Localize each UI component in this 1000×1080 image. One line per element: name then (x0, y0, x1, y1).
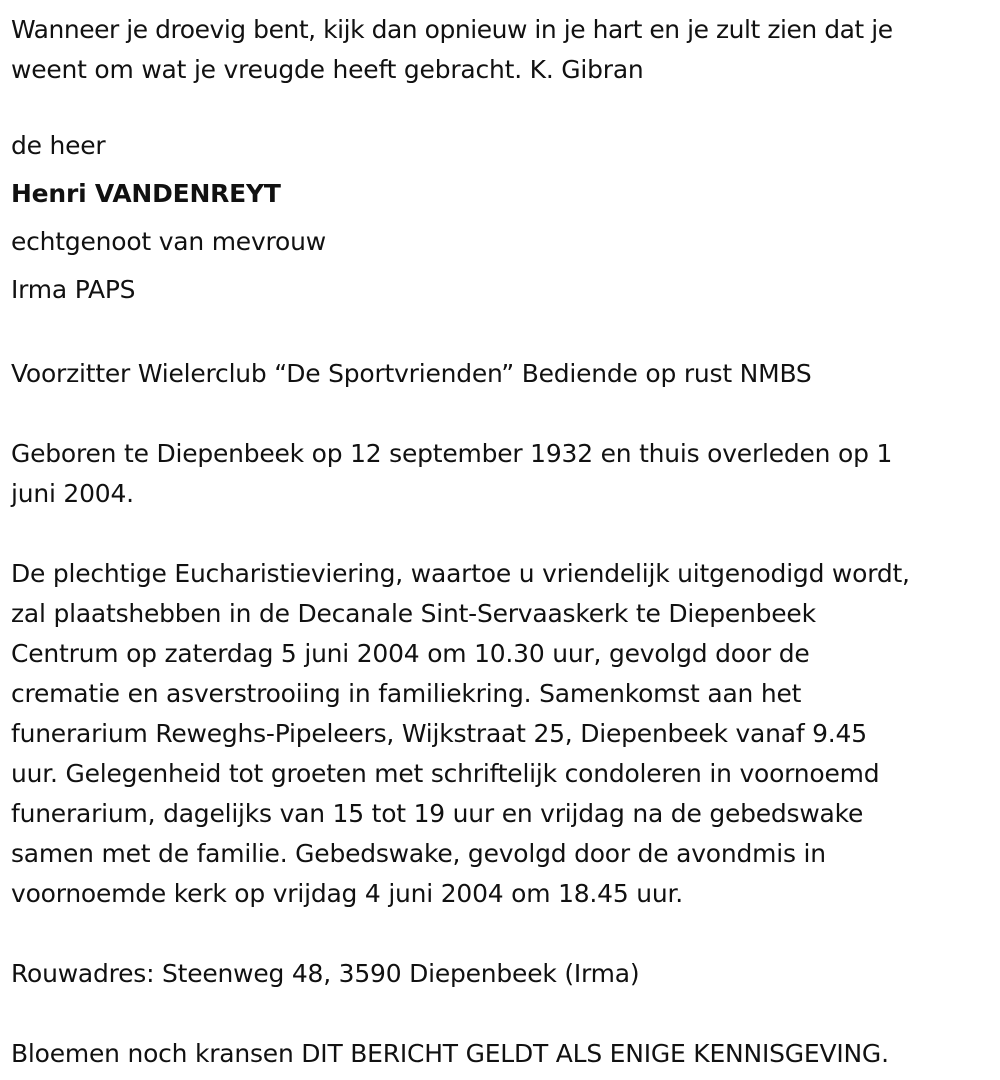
notice-paragraph: Bloemen noch kransen DIT BERICHT GELDT ALS ENIGE KENNISGEVING. (11, 1039, 889, 1068)
obituary-notice (11, 10, 993, 1074)
occupation-paragraph: Voorzitter Wielerclub “De Sportvrienden” Bediende op rust NMBS (11, 359, 812, 388)
ceremony-paragraph: De plechtige Eucharistieviering, waartoe u vriendelijk uitgenodigd wordt, zal plaatshebben in de Decanale Sint-Servaaskerk te Diepenbeek Centrum op zaterdag 5 juni 2004 om 10.30 uur, gevolgd door de crematie en asverstrooiing in familiekring. Samenkomst aan het funerarium Reweghs-Pipeleers, Wijkstraat 25, Diepenbeek vanaf 9.45 uur. Gelegenheid tot groeten met schriftelijk condoleren in voornoemd funerarium, dagelijks van 15 tot 19 uur en vrijdag na de gebedswake samen met de familie. Gebedswake, gevolgd door de avondmis in voornoemde kerk op vrijdag 4 juni 2004 om 18.45 uur. (11, 559, 910, 908)
gibran-quote: Wanneer je droevig bent, kijk dan opnieuw in je hart en je zult zien dat je weent om wat je vreugde heeft gebracht. K. Gibran (11, 15, 893, 84)
person-block: de heer Henri VANDENREYT echtgenoot van mevrouw Irma PAPS (11, 131, 326, 304)
address-paragraph: Rouwadres: Steenweg 48, 3590 Diepenbeek (Irma) (11, 959, 640, 988)
birth-death-paragraph: Geboren te Diepenbeek op 12 september 1932 en thuis overleden op 1 juni 2004. (11, 439, 893, 508)
